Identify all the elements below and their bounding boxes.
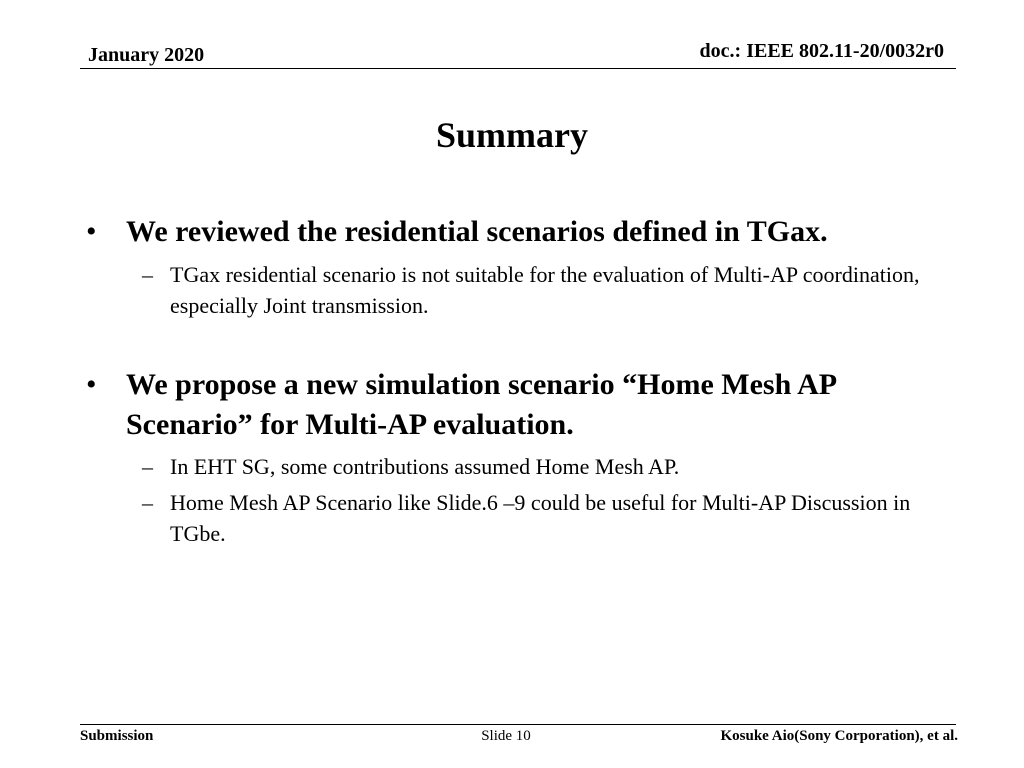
footer-submission: Submission bbox=[80, 728, 154, 744]
bullet-item bbox=[84, 212, 964, 252]
sub-bullet-text: Home Mesh AP Scenario like Slide.6 –9 could be useful for Multi-AP Discussion in TGbe. bbox=[170, 490, 911, 546]
bullet-marker: • bbox=[86, 215, 97, 248]
sub-bullet-text: In EHT SG, some contributions assumed Home Mesh AP. bbox=[170, 454, 680, 479]
footer-slide-number: Slide 10 bbox=[481, 728, 531, 744]
sub-bullet-marker: – bbox=[142, 490, 153, 515]
sub-bullet-marker: – bbox=[142, 454, 153, 479]
bullet-marker: • bbox=[86, 368, 97, 401]
header-date: January 2020 bbox=[88, 44, 205, 66]
bullet-item bbox=[84, 365, 964, 445]
footer-divider bbox=[80, 724, 956, 725]
sub-bullet-item bbox=[84, 259, 964, 321]
sub-bullet-item bbox=[84, 487, 964, 549]
bullet-text: We reviewed the residential scenarios defined in TGax. bbox=[126, 215, 828, 248]
slide-body bbox=[84, 212, 964, 549]
footer-author: Kosuke Aio(Sony Corporation), et al. bbox=[720, 728, 958, 744]
sub-bullet-marker: – bbox=[142, 262, 153, 287]
header-divider bbox=[80, 68, 956, 69]
sub-bullet-item bbox=[84, 451, 964, 482]
header-doc-id: doc.: IEEE 802.11-20/0032r0 bbox=[699, 40, 944, 62]
bullet-text: We propose a new simulation scenario “Home Mesh AP Scenario” for Multi-AP evaluation. bbox=[126, 368, 836, 441]
sub-bullet-text: TGax residential scenario is not suitable for the evaluation of Multi-AP coordination, especially Joint transmission. bbox=[170, 262, 920, 318]
slide-title: Summary bbox=[436, 115, 588, 155]
